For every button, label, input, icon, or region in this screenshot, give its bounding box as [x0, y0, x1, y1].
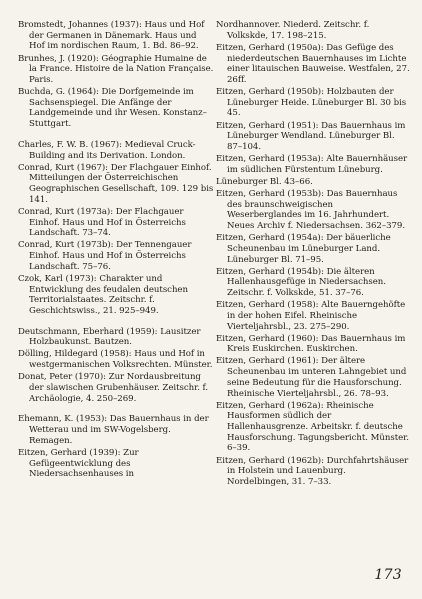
bibliography-entry: Brunhes, J. (1920): Géographie Humaine de la France. Histoire de la Nation Française. Paris. [18, 53, 214, 85]
bibliography-entry: Buchda, G. (1964): Die Dorfgemeinde im Sachsenspiegel. Die Anfänge der Landgemeinde und ihr Wesen. Konstanz–Stuttgart. [18, 87, 207, 130]
bibliography-entry: Ehemann, K. (1953): Das Bauernhaus in der Wetterau und im SW-Vogelsberg. Remagen. [18, 414, 209, 446]
bibliography-entry: Eitzen, Gerhard (1958): Alte Bauerngehöfte in der hohen Eifel. Rheinische Vierteljahrsbl., 23. 275–290. [216, 300, 406, 332]
bibliography-entry: Eitzen, Gerhard (1950b): Holzbauten der Lüneburger Heide. Lüneburger Bl. 30 bis 45. [216, 87, 407, 119]
bibliography-entry: Dölling, Hildegard (1958): Haus und Hof in westgermanischen Volksrechten. Münster. [18, 349, 213, 371]
left-column [18, 20, 214, 481]
bibliography-entry: Bromstedt, Johannes (1937): Haus und Hof der Germanen in Dänemark. Haus und Hof im nordischen Raum, 1. Bd. 86–92. [18, 20, 205, 52]
bibliography-entry: Eitzen, Gerhard (1962b): Durchfahrtshäuser in Holstein und Lauenburg. Nordelbingen, 31. 7–33. [216, 455, 409, 487]
bibliography-entry: Eitzen, Gerhard (1954b): Die älteren Hallenhausgefüge in Niedersachsen. Zeitschr. f. Volkskde, 51. 37–76. [216, 266, 386, 298]
bibliography-entry: Charles, F. W. B. (1967): Medieval Cruck-Building and its Derivation. London. [18, 139, 196, 161]
bibliography-entry: Deutschmann, Eberhard (1959): Lausitzer Holzbaukunst. Bautzen. [18, 326, 201, 348]
page-number: 173 [374, 567, 402, 583]
bibliography-entry: Conrad, Kurt (1973a): Der Flachgauer Einhof. Haus und Hof in Österreichs Landschaft. 73–74. [18, 206, 186, 239]
bibliography-entry: Eitzen, Gerhard (1953b): Das Bauernhaus des braunschweigischen Weserberglandes im 16. Jahrhundert. Neues Archiv f. Niedersachsen. 362–379. [216, 188, 406, 231]
bibliography-entry: Eitzen, Gerhard (1954a): Der bäuerliche Scheunenbau im Lüneburger Land. Lüneburger Bl. 71–95. [216, 233, 391, 265]
bibliography-entry: Nordhannover. Niederd. Zeitschr. f. Volkskde, 17. 198–215. [216, 20, 370, 41]
bibliography-entry: Lüneburger Bl. 43–66. [216, 176, 313, 187]
bibliography-entry: Eitzen, Gerhard (1939): Zur Gefügeentwicklung des Niedersachsenhauses in [18, 447, 139, 480]
bibliography-entry: Eitzen, Gerhard (1962a): Rheinische Hausformen südlich der Hallenhausgrenze. Arbeitskr. f. deutsche Hausforschung. Tagungsbericht. Münster. 6–39. [216, 400, 409, 454]
bibliography-entry: Conrad, Kurt (1973b): Der Tennengauer Einhof. Haus und Hof in Österreichs Landschaft. 75–76. [18, 240, 192, 272]
bibliography-entry: Donat, Peter (1970): Zur Nordausbreitung der slawischen Grubenhäuser. Zeitschr. f. Archäologie, 4. 250–269. [18, 372, 209, 404]
bibliography-entry: Eitzen, Gerhard (1950a): Das Gefüge des niederdeutschen Bauernhauses im Lichte einer litauischen Bauweise. Westfalen, 27. 26ff. [216, 42, 410, 85]
right-column [216, 20, 410, 489]
bibliography-entry: Eitzen, Gerhard (1961): Der ältere Scheunenbau im unteren Lahngebiet und seine Bedeutung für die Hausforschung. Rheinische Vierteljahrsbl., 26. 78–93. [216, 356, 407, 399]
bibliography-entry: Conrad, Kurt (1967): Der Flachgauer Einhof. Mitteilungen der Österreichischen Geographischen Gesellschaft, 109. 129 bis 141. [18, 162, 214, 205]
bibliography-entry: Eitzen, Gerhard (1953a): Alte Bauernhäuser im südlichen Fürstentum Lüneburg. [216, 154, 408, 175]
bibliography-entry: Eitzen, Gerhard (1960): Das Bauernhaus im Kreis Euskirchen. Euskirchen. [216, 333, 406, 355]
bibliography-entry: Eitzen, Gerhard (1951): Das Bauernhaus im Lüneburger Wendland. Lüneburger Bl. 87–104. [216, 120, 406, 152]
bibliography-entry: Czok, Karl (1973): Charakter und Entwicklung des feudalen deutschen Territorialstaates. Zeitschr. f. Geschichtswiss., 21. 925–949. [18, 273, 188, 316]
